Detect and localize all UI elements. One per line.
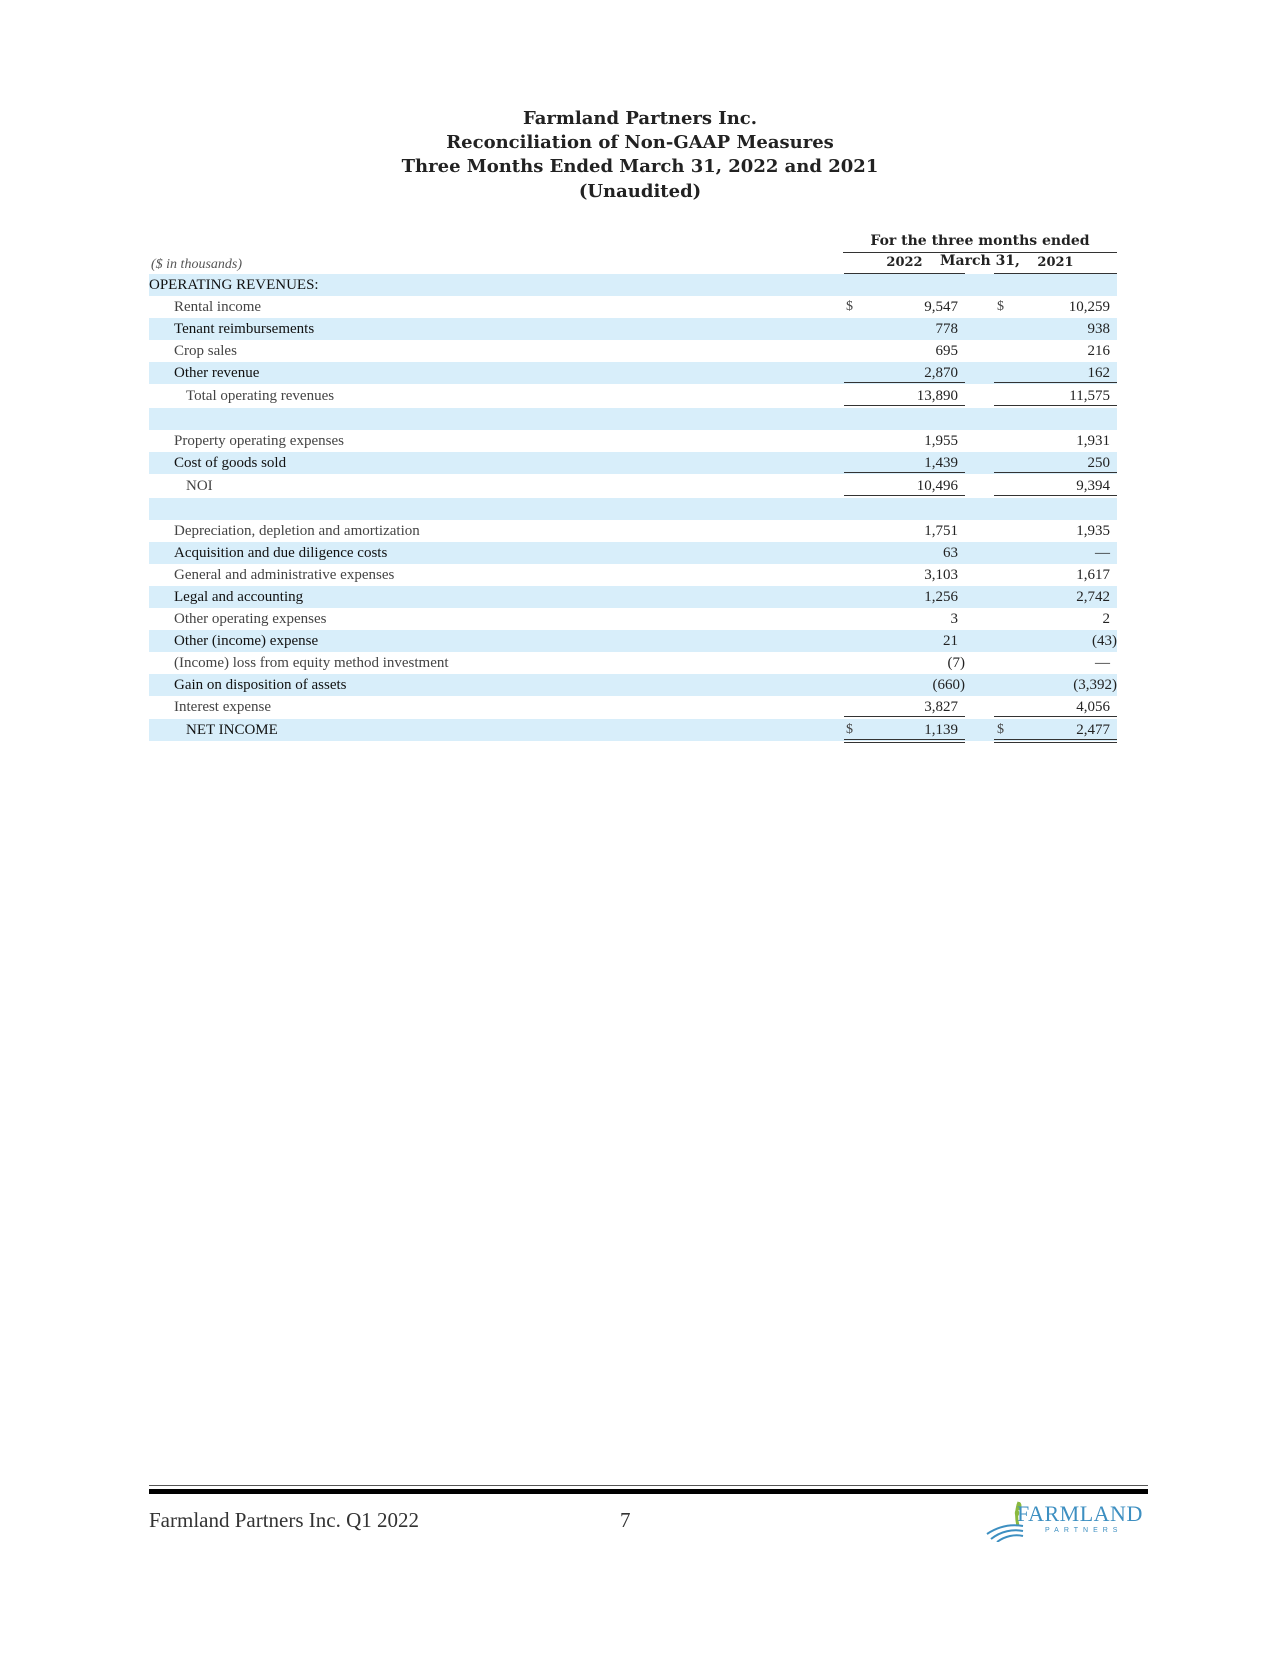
year-header-2021: 2021 — [1037, 255, 1074, 270]
value-2021: 9,394 — [1076, 478, 1110, 494]
table-row — [149, 719, 1117, 741]
value-2021: 1,931 — [1076, 433, 1110, 449]
row-label: Property operating expenses — [174, 433, 344, 449]
value-2022: 9,547 — [924, 299, 958, 315]
row-label: NET INCOME — [186, 722, 278, 738]
units-note: ($ in thousands) — [151, 257, 242, 272]
footer-rule-thick — [149, 1489, 1148, 1494]
row-label: General and administrative expenses — [174, 567, 395, 583]
spacer-row — [149, 498, 1117, 520]
table-row — [149, 652, 1117, 674]
value-2022: 3,827 — [924, 699, 958, 715]
value-2021: 2,477 — [1076, 722, 1110, 738]
spacer-row — [149, 408, 1117, 430]
row-label: Total operating revenues — [186, 388, 335, 404]
value-2022: 3,103 — [924, 567, 958, 583]
value-2021: — — [1095, 655, 1110, 671]
value-2021: (43) — [1092, 633, 1117, 649]
value-2021: — — [1095, 545, 1110, 561]
value-2022: 13,890 — [916, 388, 958, 404]
farmland-partners-logo — [985, 1498, 1143, 1542]
row-label: Acquisition and due diligence costs — [174, 545, 388, 561]
value-2021: 216 — [1087, 343, 1110, 359]
row-label: Other revenue — [174, 365, 260, 381]
year-header-2022: 2022 — [886, 255, 923, 270]
table-row — [149, 542, 1117, 564]
value-2022: 63 — [943, 545, 958, 561]
table-row — [149, 586, 1117, 608]
subtotal-rule — [994, 716, 1117, 717]
row-label: NOI — [186, 478, 213, 494]
double-total-rule — [994, 739, 1117, 740]
value-2022: 778 — [935, 321, 958, 337]
row-label: Other operating expenses — [174, 611, 327, 627]
currency-symbol: $ — [846, 722, 853, 737]
value-2022: 1,955 — [924, 433, 958, 449]
value-2021: 2 — [1102, 611, 1110, 627]
table-row — [149, 608, 1117, 630]
table-row — [149, 296, 1117, 318]
currency-symbol: $ — [846, 299, 853, 314]
double-total-rule — [844, 742, 965, 743]
report-title: Reconciliation of Non-GAAP Measures — [446, 132, 834, 153]
value-2022: 21 — [943, 633, 958, 649]
row-label: Rental income — [174, 299, 262, 315]
value-2021: 938 — [1087, 321, 1110, 337]
value-2022: 1,139 — [924, 722, 958, 738]
table-row — [149, 318, 1117, 340]
double-total-rule — [994, 742, 1117, 743]
table-row — [149, 452, 1117, 474]
subtotal-rule — [844, 382, 965, 383]
value-2022: 695 — [935, 343, 958, 359]
subtotal-rule — [994, 382, 1117, 383]
value-2021: 162 — [1087, 365, 1110, 381]
total-rule — [994, 495, 1117, 496]
table-row — [149, 430, 1117, 452]
row-label: (Income) loss from equity method investment — [174, 655, 449, 671]
subtotal-rule — [844, 472, 965, 473]
value-2021: 1,935 — [1076, 523, 1110, 539]
table-row — [149, 274, 1117, 296]
table-row — [149, 385, 1117, 407]
value-2021: 11,575 — [1069, 388, 1110, 404]
row-label: OPERATING REVENUES: — [149, 277, 319, 293]
page-number: 7 — [620, 1508, 631, 1532]
footer-rule-thin — [149, 1485, 1148, 1486]
logo-wordmark: FARMLAND — [1017, 1501, 1143, 1526]
value-2022: 3 — [950, 611, 958, 627]
table-row — [149, 696, 1117, 718]
currency-symbol: $ — [997, 299, 1004, 314]
period-column-header: For the three months ended March 31, — [870, 233, 1090, 269]
company-title: Farmland Partners Inc. — [522, 108, 758, 129]
table-row — [149, 362, 1117, 384]
table-row — [149, 674, 1117, 696]
double-total-rule — [844, 739, 965, 740]
value-2022: 1,256 — [924, 589, 958, 605]
total-rule — [844, 495, 965, 496]
row-label: Other (income) expense — [174, 633, 319, 649]
value-2022: (660) — [932, 677, 965, 693]
unaudited-label: (Unaudited) — [578, 181, 702, 202]
subtotal-rule — [994, 472, 1117, 473]
row-label: Tenant reimbursements — [174, 321, 315, 337]
row-label: Gain on disposition of assets — [174, 677, 347, 693]
footer-label: Farmland Partners Inc. Q1 2022 — [149, 1508, 420, 1532]
row-label: Interest expense — [174, 699, 272, 715]
table-row — [149, 520, 1117, 542]
value-2021: 4,056 — [1076, 699, 1110, 715]
table-row — [149, 475, 1117, 497]
subtotal-rule — [844, 716, 965, 717]
currency-symbol: $ — [997, 722, 1004, 737]
value-2021: 2,742 — [1076, 589, 1110, 605]
row-label: Crop sales — [174, 343, 237, 359]
value-2021: (3,392) — [1073, 677, 1117, 693]
total-rule — [844, 405, 965, 406]
value-2021: 10,259 — [1068, 299, 1110, 315]
value-2022: (7) — [947, 655, 965, 671]
value-2021: 250 — [1087, 455, 1110, 471]
period-title: Three Months Ended March 31, 2022 and 2021 — [401, 156, 879, 177]
value-2022: 10,496 — [916, 478, 958, 494]
row-label: Depreciation, depletion and amortization — [174, 523, 420, 539]
logo-subtitle: PARTNERS — [1045, 1527, 1123, 1534]
value-2021: 1,617 — [1076, 567, 1110, 583]
value-2022: 2,870 — [924, 365, 958, 381]
table-row — [149, 564, 1117, 586]
table-row — [149, 340, 1117, 362]
row-label: Legal and accounting — [174, 589, 304, 605]
total-rule — [994, 405, 1117, 406]
table-row — [149, 630, 1117, 652]
value-2022: 1,439 — [924, 455, 958, 471]
row-label: Cost of goods sold — [174, 455, 287, 471]
value-2022: 1,751 — [924, 523, 958, 539]
